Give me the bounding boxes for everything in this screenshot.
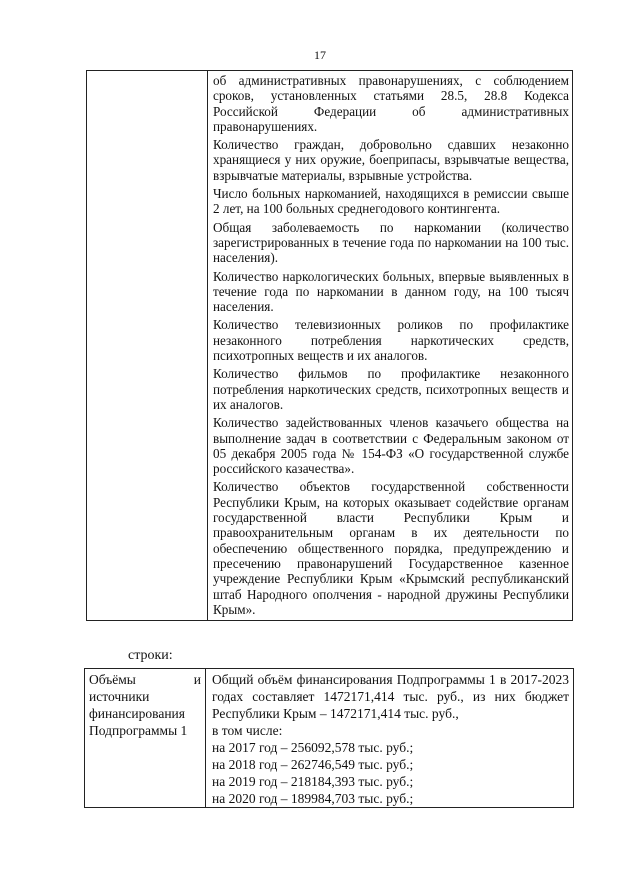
- financing-year-2019: на 2019 год – 218184,393 тыс. руб.;: [212, 774, 414, 789]
- financing-intro: Общий объём финансирования Подпрограммы 1 в 2017-2023 годах составляет 1472171,414 тыс. руб., из них бюджет Республики Крым – 1472171,414 тыс. руб.,: [212, 672, 569, 721]
- stroki-label: строки:: [128, 648, 173, 663]
- indicator-paragraph: Количество задействованных членов казачьего общества на выполнение задач в соответствии с Федеральным законом от 05 декабря 2005 года № 154-ФЗ «О государственной службе российского казачества».: [212, 415, 569, 477]
- indicator-paragraph: Количество наркологических больных, впервые выявленных в течение года по наркомании в данном году, на 100 тысяч населения.: [212, 268, 569, 315]
- financing-title: Объёмы и источники финансирования Подпрограммы 1: [89, 672, 201, 738]
- indicator-paragraph: Количество фильмов по профилактике незаконного потребления наркотических средств, психотропных веществ и их аналогов.: [212, 366, 569, 412]
- indicators-table-left-cell: [87, 71, 208, 621]
- financing-details-cell: [206, 669, 574, 808]
- indicator-paragraph: Количество телевизионных роликов по профилактике незаконного потребления наркотических средств, психотропных веществ и их аналогов.: [212, 317, 569, 364]
- indicator-paragraph: Число больных наркоманией, находящихся в ремиссии свыше 2 лет, на 100 больных среднегодового контингента.: [212, 186, 569, 217]
- indicator-paragraph: об административных правонарушениях, с соблюдением сроков, установленных статьями 28.5, 28.8 Кодекса Российской Федерации об административных правонарушениях.: [212, 73, 569, 134]
- financing-year-2018: на 2018 год – 262746,549 тыс. руб.;: [212, 757, 414, 772]
- financing-year-2017: на 2017 год – 256092,578 тыс. руб.;: [212, 740, 414, 755]
- indicator-paragraph: Количество объектов государственной собственности Республики Крым, на которых оказывает содействие органам государственной власти Республики Крым и правоохранительным органам в их деятельности по обеспечению общественного порядка, предупреждению и пресечению правонарушений Государственное казенное учреждение Республики Крым «Крымский республиканский штаб Народного ополчения - народной дружины Республики Крым».: [212, 479, 569, 617]
- page-number: 17: [314, 48, 326, 62]
- financing-year-2020: на 2020 год – 189984,703 тыс. руб.;: [212, 791, 414, 806]
- indicators-table: [86, 70, 573, 621]
- financing-in-total: в том числе:: [212, 723, 283, 738]
- indicator-paragraph: Количество граждан, добровольно сдавших незаконно хранящиеся у них оружие, боеприпасы, взрывчатые вещества, взрывчатые материалы, взрывные устройства.: [212, 137, 569, 183]
- indicator-paragraph: Общая заболеваемость по наркомании (количество зарегистрированных в течение года по наркомании на 100 тыс. населения).: [212, 219, 569, 266]
- financing-title-cell: [85, 669, 206, 808]
- financing-table: [84, 668, 574, 808]
- indicators-table-right-cell: [207, 71, 572, 621]
